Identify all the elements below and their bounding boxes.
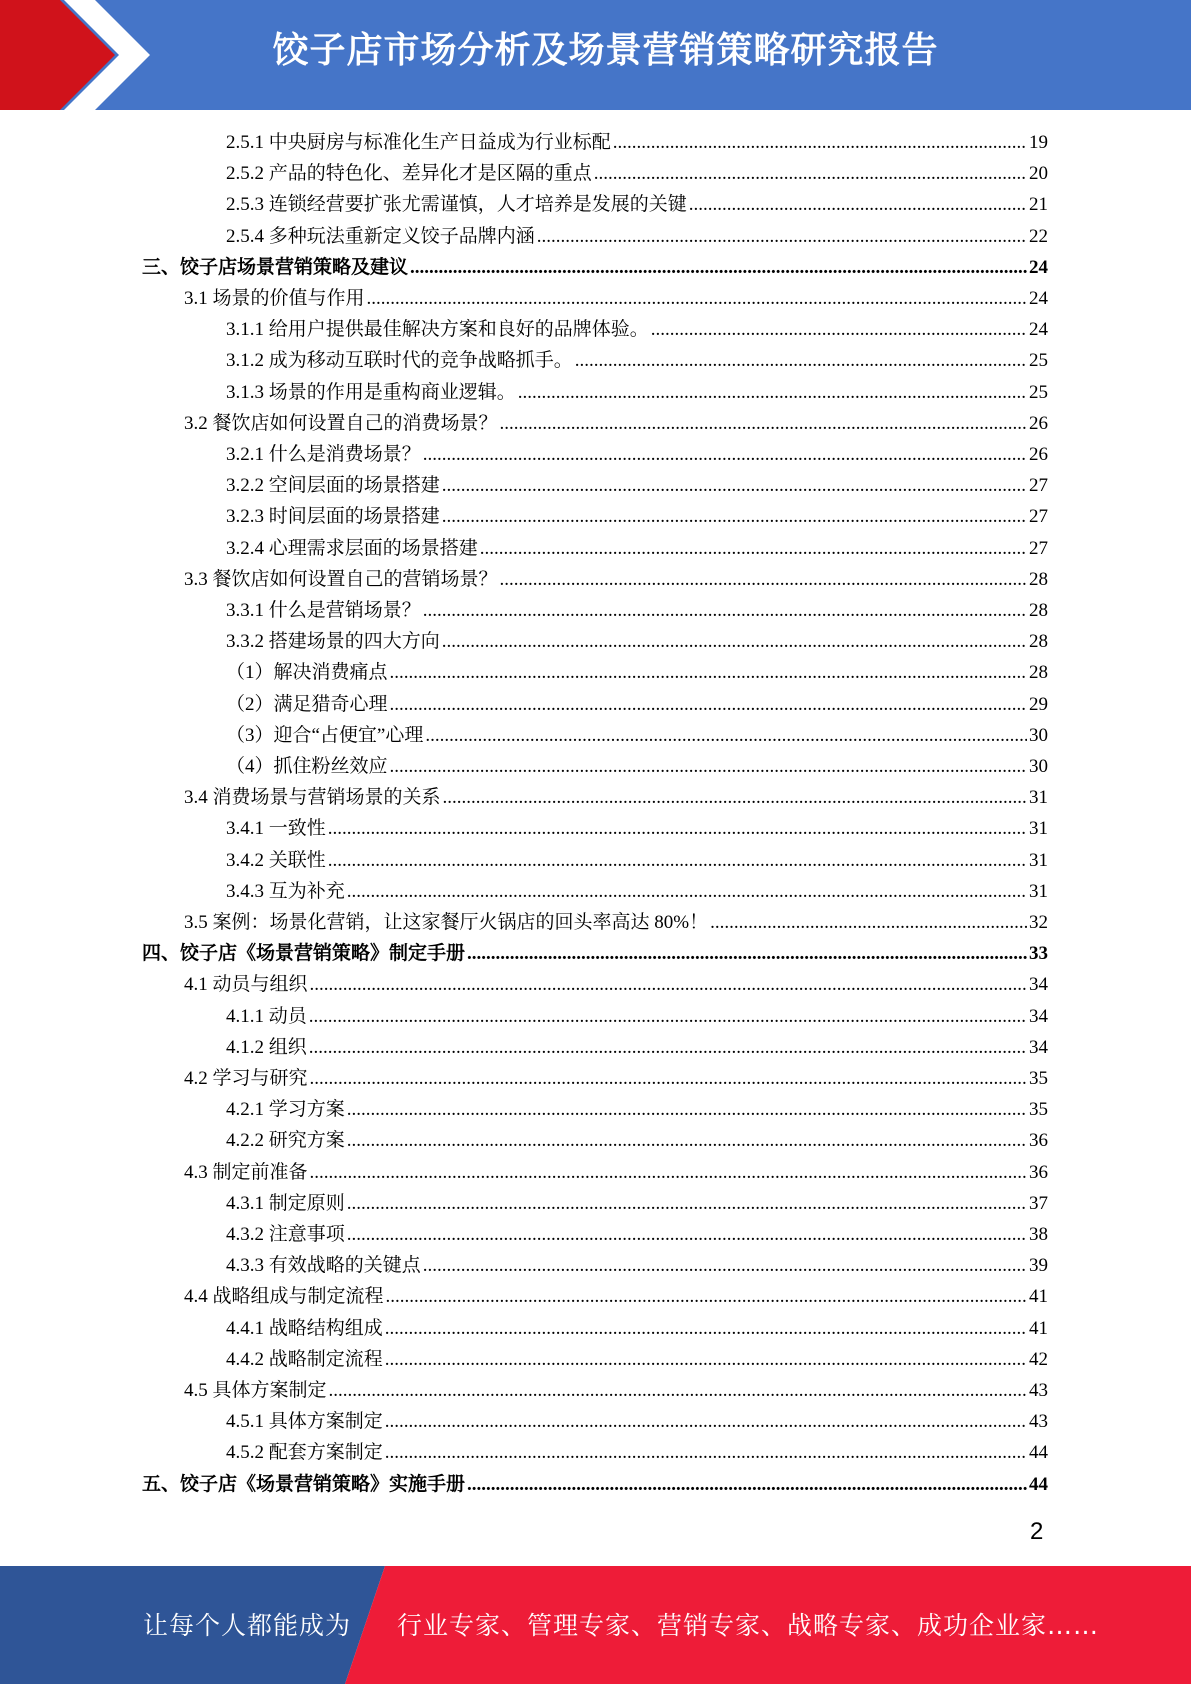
toc-entry-title: 4.3.3 有效战略的关键点 <box>226 1255 421 1277</box>
toc-entry[interactable] <box>226 595 1048 626</box>
toc-entry[interactable] <box>142 938 1048 969</box>
toc-entry-title: 4.2 学习与研究 <box>184 1068 308 1089</box>
toc-entry-title: （3）迎合“占便宜”心理 <box>226 724 424 746</box>
toc-entry-page: 28 <box>1029 662 1048 684</box>
toc-entry-title: 3.1 场景的价值与作用 <box>184 288 365 309</box>
page-number: 2 <box>1030 1518 1044 1545</box>
toc-entry[interactable] <box>226 751 1048 782</box>
toc-dot-leader <box>500 564 1027 595</box>
toc-dot-leader <box>385 1437 1027 1468</box>
toc-dot-leader <box>347 876 1027 907</box>
toc-entry[interactable] <box>226 657 1048 688</box>
toc-dot-leader <box>423 439 1027 470</box>
toc-dot-leader <box>310 969 1027 1000</box>
toc-dot-leader <box>425 720 1027 751</box>
toc-entry-page: 21 <box>1029 194 1048 216</box>
toc-entry-title: 3.2.2 空间层面的场景搭建 <box>226 475 440 497</box>
toc-entry-title: 3.5 案例：场景化营销，让这家餐厅火锅店的回头率高达 80%！ <box>184 912 709 933</box>
toc-entry-page: 34 <box>1029 1036 1048 1058</box>
toc-dot-leader <box>347 1125 1027 1156</box>
toc-dot-leader <box>328 813 1027 844</box>
toc-entry-page: 26 <box>1029 444 1048 465</box>
toc-entry[interactable] <box>184 1063 1048 1094</box>
toc-dot-leader <box>385 1406 1027 1437</box>
toc-entry-title: 3.3 餐饮店如何设置自己的营销场景？ <box>184 568 498 590</box>
toc-entry-title: 4.3.1 制定原则 <box>226 1192 345 1214</box>
page-footer <box>0 1566 1191 1684</box>
toc-entry[interactable] <box>226 720 1048 751</box>
toc-entry[interactable] <box>226 845 1048 876</box>
toc-dot-leader <box>442 470 1027 501</box>
toc-dot-leader <box>467 1469 1027 1500</box>
toc-entry-title: （1）解决消费痛点 <box>226 662 388 684</box>
toc-entry-page: 25 <box>1029 350 1048 372</box>
toc-entry-page: 27 <box>1029 537 1048 559</box>
toc-entry-page: 38 <box>1029 1224 1048 1245</box>
toc-entry-title: 4.1.2 组织 <box>226 1036 307 1058</box>
toc-entry-title: 4.2.1 学习方案 <box>226 1099 345 1121</box>
footer-slogan-left: 让每个人都能成为 <box>143 1611 352 1640</box>
toc-dot-leader <box>467 938 1027 969</box>
toc-entry[interactable] <box>226 626 1048 657</box>
toc-entry[interactable] <box>184 1375 1048 1406</box>
toc-entry-page: 31 <box>1029 880 1048 902</box>
toc-entry[interactable] <box>184 1281 1048 1312</box>
toc-entry-title: 2.5.1 中央厨房与标准化生产日益成为行业标配 <box>226 132 611 153</box>
toc-entry-title: 3.1.3 场景的作用是重构商业逻辑。 <box>226 381 516 403</box>
footer-slogan-right: 行业专家、管理专家、营销专家、战略专家、成功企业家…… <box>397 1611 1100 1640</box>
toc-entry-page: 36 <box>1029 1130 1048 1152</box>
toc-entry-page: 34 <box>1029 1005 1048 1027</box>
toc-entry[interactable] <box>226 1344 1048 1375</box>
toc-dot-leader <box>309 1001 1027 1032</box>
toc-entry-title: 4.4.1 战略结构组成 <box>226 1317 383 1339</box>
toc-entry[interactable] <box>226 470 1048 501</box>
toc-entry-title: 3.1.1 给用户提供最佳解决方案和良好的品牌体验。 <box>226 319 649 341</box>
toc-entry-page: 26 <box>1029 412 1048 434</box>
toc-entry-title: 4.5.1 具体方案制定 <box>226 1411 383 1433</box>
toc-entry[interactable] <box>226 439 1048 470</box>
toc-entry-page: 33 <box>1029 943 1048 965</box>
toc-entry-title: 3.2.4 心理需求层面的场景搭建 <box>226 537 478 559</box>
toc-entry-title: 3.2.1 什么是消费场景？ <box>226 444 421 465</box>
toc-entry[interactable] <box>226 813 1048 844</box>
toc-dot-leader <box>480 533 1027 564</box>
toc-entry[interactable] <box>226 689 1048 720</box>
toc-dot-leader <box>329 1375 1027 1406</box>
toc-entry-title: 4.1.1 动员 <box>226 1005 307 1027</box>
toc-entry-page: 42 <box>1029 1348 1048 1370</box>
toc-entry[interactable] <box>184 564 1048 595</box>
toc-entry[interactable] <box>226 221 1048 252</box>
toc-entry-title: 4.1 动员与组织 <box>184 974 308 996</box>
toc-entry-page: 32 <box>1029 912 1048 933</box>
toc-entry[interactable] <box>226 1437 1048 1468</box>
toc-dot-leader <box>390 657 1027 688</box>
toc-entry[interactable] <box>226 377 1048 408</box>
toc-dot-leader <box>651 314 1027 345</box>
toc-entry-title: 3.4.3 互为补充 <box>226 880 345 902</box>
toc-entry-page: 30 <box>1029 724 1048 746</box>
toc-entry-title: 4.4 战略组成与制定流程 <box>184 1286 384 1308</box>
toc-entry-title: 3.3.1 什么是营销场景？ <box>226 600 421 621</box>
toc-dot-leader <box>347 1219 1027 1250</box>
toc-entry-page: 31 <box>1029 849 1048 871</box>
toc-entry-page: 43 <box>1029 1411 1048 1433</box>
toc-entry-page: 31 <box>1029 787 1048 809</box>
toc-dot-leader <box>575 345 1027 376</box>
toc-dot-leader <box>386 1281 1027 1312</box>
toc-entry-page: 22 <box>1029 225 1048 247</box>
toc-entry-title: 五、饺子店《场景营销策略》实施手册 <box>142 1473 466 1495</box>
toc-entry[interactable] <box>226 314 1048 345</box>
toc-entry-page: 44 <box>1029 1473 1048 1495</box>
toc-entry-page: 39 <box>1029 1255 1048 1277</box>
toc-dot-leader <box>613 127 1027 158</box>
page-header <box>0 0 1191 110</box>
toc-entry[interactable] <box>226 127 1048 158</box>
toc-entry-title: 3.1.2 成为移动互联时代的竞争战略抓手。 <box>226 350 573 372</box>
toc-entry-page: 19 <box>1029 132 1048 153</box>
toc-entry[interactable] <box>226 1250 1048 1281</box>
toc-entry[interactable] <box>226 533 1048 564</box>
toc-dot-leader <box>500 408 1027 439</box>
toc-dot-leader <box>328 845 1027 876</box>
toc-dot-leader <box>309 1032 1027 1063</box>
toc-entry[interactable] <box>142 1469 1048 1500</box>
toc-entry[interactable] <box>184 907 1048 938</box>
toc-entry[interactable] <box>184 283 1048 314</box>
toc-entry[interactable] <box>226 1313 1048 1344</box>
toc-entry-page: 31 <box>1029 818 1048 840</box>
toc-dot-leader <box>442 626 1027 657</box>
toc-dot-leader <box>310 1063 1027 1094</box>
toc-dot-leader <box>385 1344 1027 1375</box>
toc-dot-leader <box>390 689 1027 720</box>
toc-entry[interactable] <box>184 408 1048 439</box>
toc-entry-title: 3.2.3 时间层面的场景搭建 <box>226 506 440 528</box>
toc-entry-title: 3.4.1 一致性 <box>226 818 326 840</box>
toc-entry-title: 2.5.3 连锁经营要扩张尤需谨慎，人才培养是发展的关键 <box>226 194 687 216</box>
toc-entry-title: 4.4.2 战略制定流程 <box>226 1348 383 1370</box>
toc-dot-leader <box>443 782 1027 813</box>
toc-entry-title: 3.4 消费场景与营销场景的关系 <box>184 787 441 809</box>
toc-dot-leader <box>710 907 1027 938</box>
toc-entry-title: 2.5.4 多种玩法重新定义饺子品牌内涵 <box>226 225 535 247</box>
toc-dot-leader <box>310 1157 1027 1188</box>
toc-entry-page: 24 <box>1029 256 1048 278</box>
toc-dot-leader <box>347 1094 1027 1125</box>
toc-entry[interactable] <box>184 969 1048 1000</box>
toc-entry-page: 29 <box>1029 693 1048 715</box>
toc-entry[interactable] <box>184 782 1048 813</box>
toc-entry[interactable] <box>226 876 1048 907</box>
toc-entry-page: 41 <box>1029 1286 1048 1308</box>
toc-entry-title: 4.3 制定前准备 <box>184 1161 308 1183</box>
toc-entry-title: 3.2 餐饮店如何设置自己的消费场景？ <box>184 412 498 434</box>
toc-entry-page: 25 <box>1029 381 1048 403</box>
toc-entry-page: 43 <box>1029 1380 1048 1401</box>
toc-entry-title: 4.5 具体方案制定 <box>184 1380 327 1401</box>
toc-entry-title: 4.2.2 研究方案 <box>226 1130 345 1152</box>
toc-entry[interactable] <box>226 1406 1048 1437</box>
toc-entry-page: 20 <box>1029 163 1048 185</box>
toc-entry-title: 4.3.2 注意事项 <box>226 1224 345 1245</box>
toc-dot-leader <box>689 189 1027 220</box>
toc-entry-page: 41 <box>1029 1317 1048 1339</box>
toc-entry-page: 27 <box>1029 506 1048 528</box>
toc-entry[interactable] <box>226 158 1048 189</box>
toc-entry-page: 28 <box>1029 600 1048 621</box>
toc-entry-title: 4.5.2 配套方案制定 <box>226 1442 383 1464</box>
toc-entry-title: 3.4.2 关联性 <box>226 849 326 871</box>
toc-entry[interactable] <box>226 1094 1048 1125</box>
toc-entry[interactable] <box>226 1001 1048 1032</box>
toc-entry-page: 35 <box>1029 1099 1048 1121</box>
toc-entry-title: 三、饺子店场景营销策略及建议 <box>142 256 409 278</box>
toc-dot-leader <box>390 751 1027 782</box>
toc-entry[interactable] <box>226 1188 1048 1219</box>
toc-entry-page: 44 <box>1029 1442 1048 1464</box>
toc-dot-leader <box>410 252 1027 283</box>
toc-entry[interactable] <box>226 1219 1048 1250</box>
toc-entry-title: 四、饺子店《场景营销策略》制定手册 <box>142 943 466 965</box>
toc-entry-title: 3.3.2 搭建场景的四大方向 <box>226 631 440 653</box>
toc-entry[interactable] <box>226 189 1048 220</box>
toc-entry-page: 28 <box>1029 631 1048 653</box>
toc-entry[interactable] <box>226 345 1048 376</box>
document-title: 饺子店市场分析及场景营销策略研究报告 <box>272 30 939 71</box>
toc-entry-page: 36 <box>1029 1161 1048 1183</box>
toc-dot-leader <box>442 501 1027 532</box>
toc-dot-leader <box>423 1250 1027 1281</box>
toc-entry-page: 24 <box>1029 288 1048 309</box>
toc-dot-leader <box>537 221 1027 252</box>
toc-entry[interactable] <box>226 1032 1048 1063</box>
toc-entry[interactable] <box>226 1125 1048 1156</box>
toc-entry-page: 28 <box>1029 568 1048 590</box>
toc-dot-leader <box>385 1313 1027 1344</box>
toc-entry-title: 2.5.2 产品的特色化、差异化才是区隔的重点 <box>226 163 592 185</box>
toc-entry-title: （2）满足猎奇心理 <box>226 693 388 715</box>
toc-entry-page: 34 <box>1029 974 1048 996</box>
toc-entry-title: （4）抓住粉丝效应 <box>226 756 388 777</box>
toc-entry-page: 27 <box>1029 475 1048 497</box>
toc-entry-page: 35 <box>1029 1068 1048 1089</box>
toc-dot-leader <box>347 1188 1027 1219</box>
toc-dot-leader <box>518 377 1027 408</box>
toc-dot-leader <box>367 283 1027 314</box>
toc-dot-leader <box>423 595 1027 626</box>
toc-entry-page: 24 <box>1029 319 1048 341</box>
toc-entry[interactable] <box>184 1157 1048 1188</box>
toc-entry-page: 30 <box>1029 756 1048 777</box>
toc-dot-leader <box>594 158 1027 189</box>
toc-entry-page: 37 <box>1029 1192 1048 1214</box>
toc-entry[interactable] <box>142 252 1048 283</box>
toc-entry[interactable] <box>226 501 1048 532</box>
